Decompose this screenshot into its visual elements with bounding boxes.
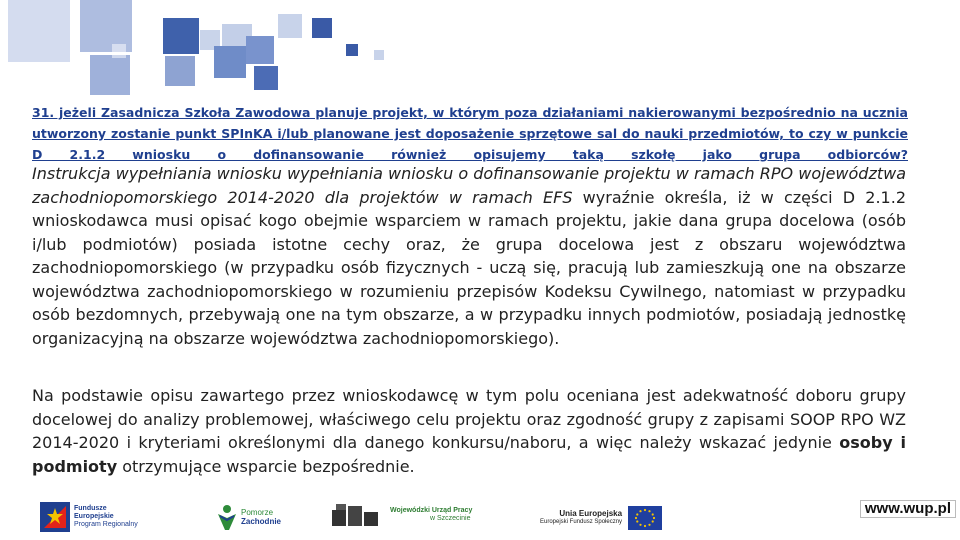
paragraph-2-before: Na podstawie opisu zawartego przez wnioskodawcę w tym polu oceniana jest adekwatność doboru grupy docelowej do analizy problemowej, właściwego celu projektu oraz zgodność grupy z zapisami SOOP RPO WZ 2014-2020 i kryteriami określonymi dla danego konkursu/naboru, a więc należy wskazać jedynie xyxy=(32,386,906,452)
paragraph-2-bold: osoby i podmioty xyxy=(32,433,907,476)
logo1-line1: Fundusze xyxy=(74,505,107,512)
logo4-line2: Europejski Fundusz Społeczny xyxy=(540,519,623,525)
logo1-line2: Europejskie xyxy=(74,513,114,520)
paragraph-1-rest: wyraźnie określa, iż w części D 2.1.2 wnioskodawca musi opisać kogo obejmie wsparciem w ramach projektu, jakie dana grupa docelowa (osób i/lub podmiotów) posiada istotne cechy oraz, że grupa docelowa jest z obszaru województwa zachodniopomorskiego (w przypadku osób fizycznych - uczą się, pracują lub zamieszkują one na obszarze województwa zachodniopomorskiego w rozumieniu przepisów Kodeksu Cywilnego, natomiast w przypadku osób bezdomnych, przebywają one na tym obszarze, a w przypadku innych podmiotów, posiadają jednostkę organizacyjną na obszarze województwa zachodniopomorskiego). xyxy=(32,187,906,348)
paragraph-2-after: otrzymujące wsparcie bezpośrednie. xyxy=(117,456,415,476)
website-link[interactable]: www.wup.pl xyxy=(860,500,956,518)
logo-wup xyxy=(330,502,472,528)
logo1-line3: Program Regionalny xyxy=(74,521,138,528)
logo2-line2: Zachodnie xyxy=(241,517,282,526)
eu-flag-icon xyxy=(628,506,662,530)
logo-pomorze-zachodnie xyxy=(216,504,281,530)
instruction-title: Instrukcja wypełniania wniosku wypełniania wniosku o dofinansowanie projektu w ramach RPO województwa zachodniopomorskiego 2014-2020 dla projektów w ramach EFS xyxy=(32,164,906,207)
footer-logos xyxy=(0,496,960,540)
pomorze-figure-icon xyxy=(216,504,238,530)
answer-paragraph-2 xyxy=(32,384,906,478)
logo-unia-europejska xyxy=(540,506,662,530)
logo-fundusze-europejskie xyxy=(40,502,138,532)
wup-blocks-icon xyxy=(330,502,388,528)
logo2-line1: Pomorze xyxy=(241,508,274,517)
logo3-line1: Wojewódzki Urząd Pracy xyxy=(390,507,473,514)
logo3-line2: w Szczecinie xyxy=(430,515,471,522)
fe-star-icon xyxy=(40,502,70,532)
question-heading: 31. jeżeli Zasadnicza Szkoła Zawodowa planuje projekt, w którym poza działaniami nakierowanymi bezpośrednio na ucznia utworzony zostanie punkt SPInKA i/lub planowane jest doposażenie sprzętowe sal do nauki przedmiotów, to czy w punkcie D 2.1.2 wniosku o dofinansowanie również opisujemy taką szkołę jako grupa odbiorców? xyxy=(32,105,908,162)
answer-paragraph-1 xyxy=(32,162,906,350)
logo4-line1: Unia Europejska xyxy=(559,509,623,518)
